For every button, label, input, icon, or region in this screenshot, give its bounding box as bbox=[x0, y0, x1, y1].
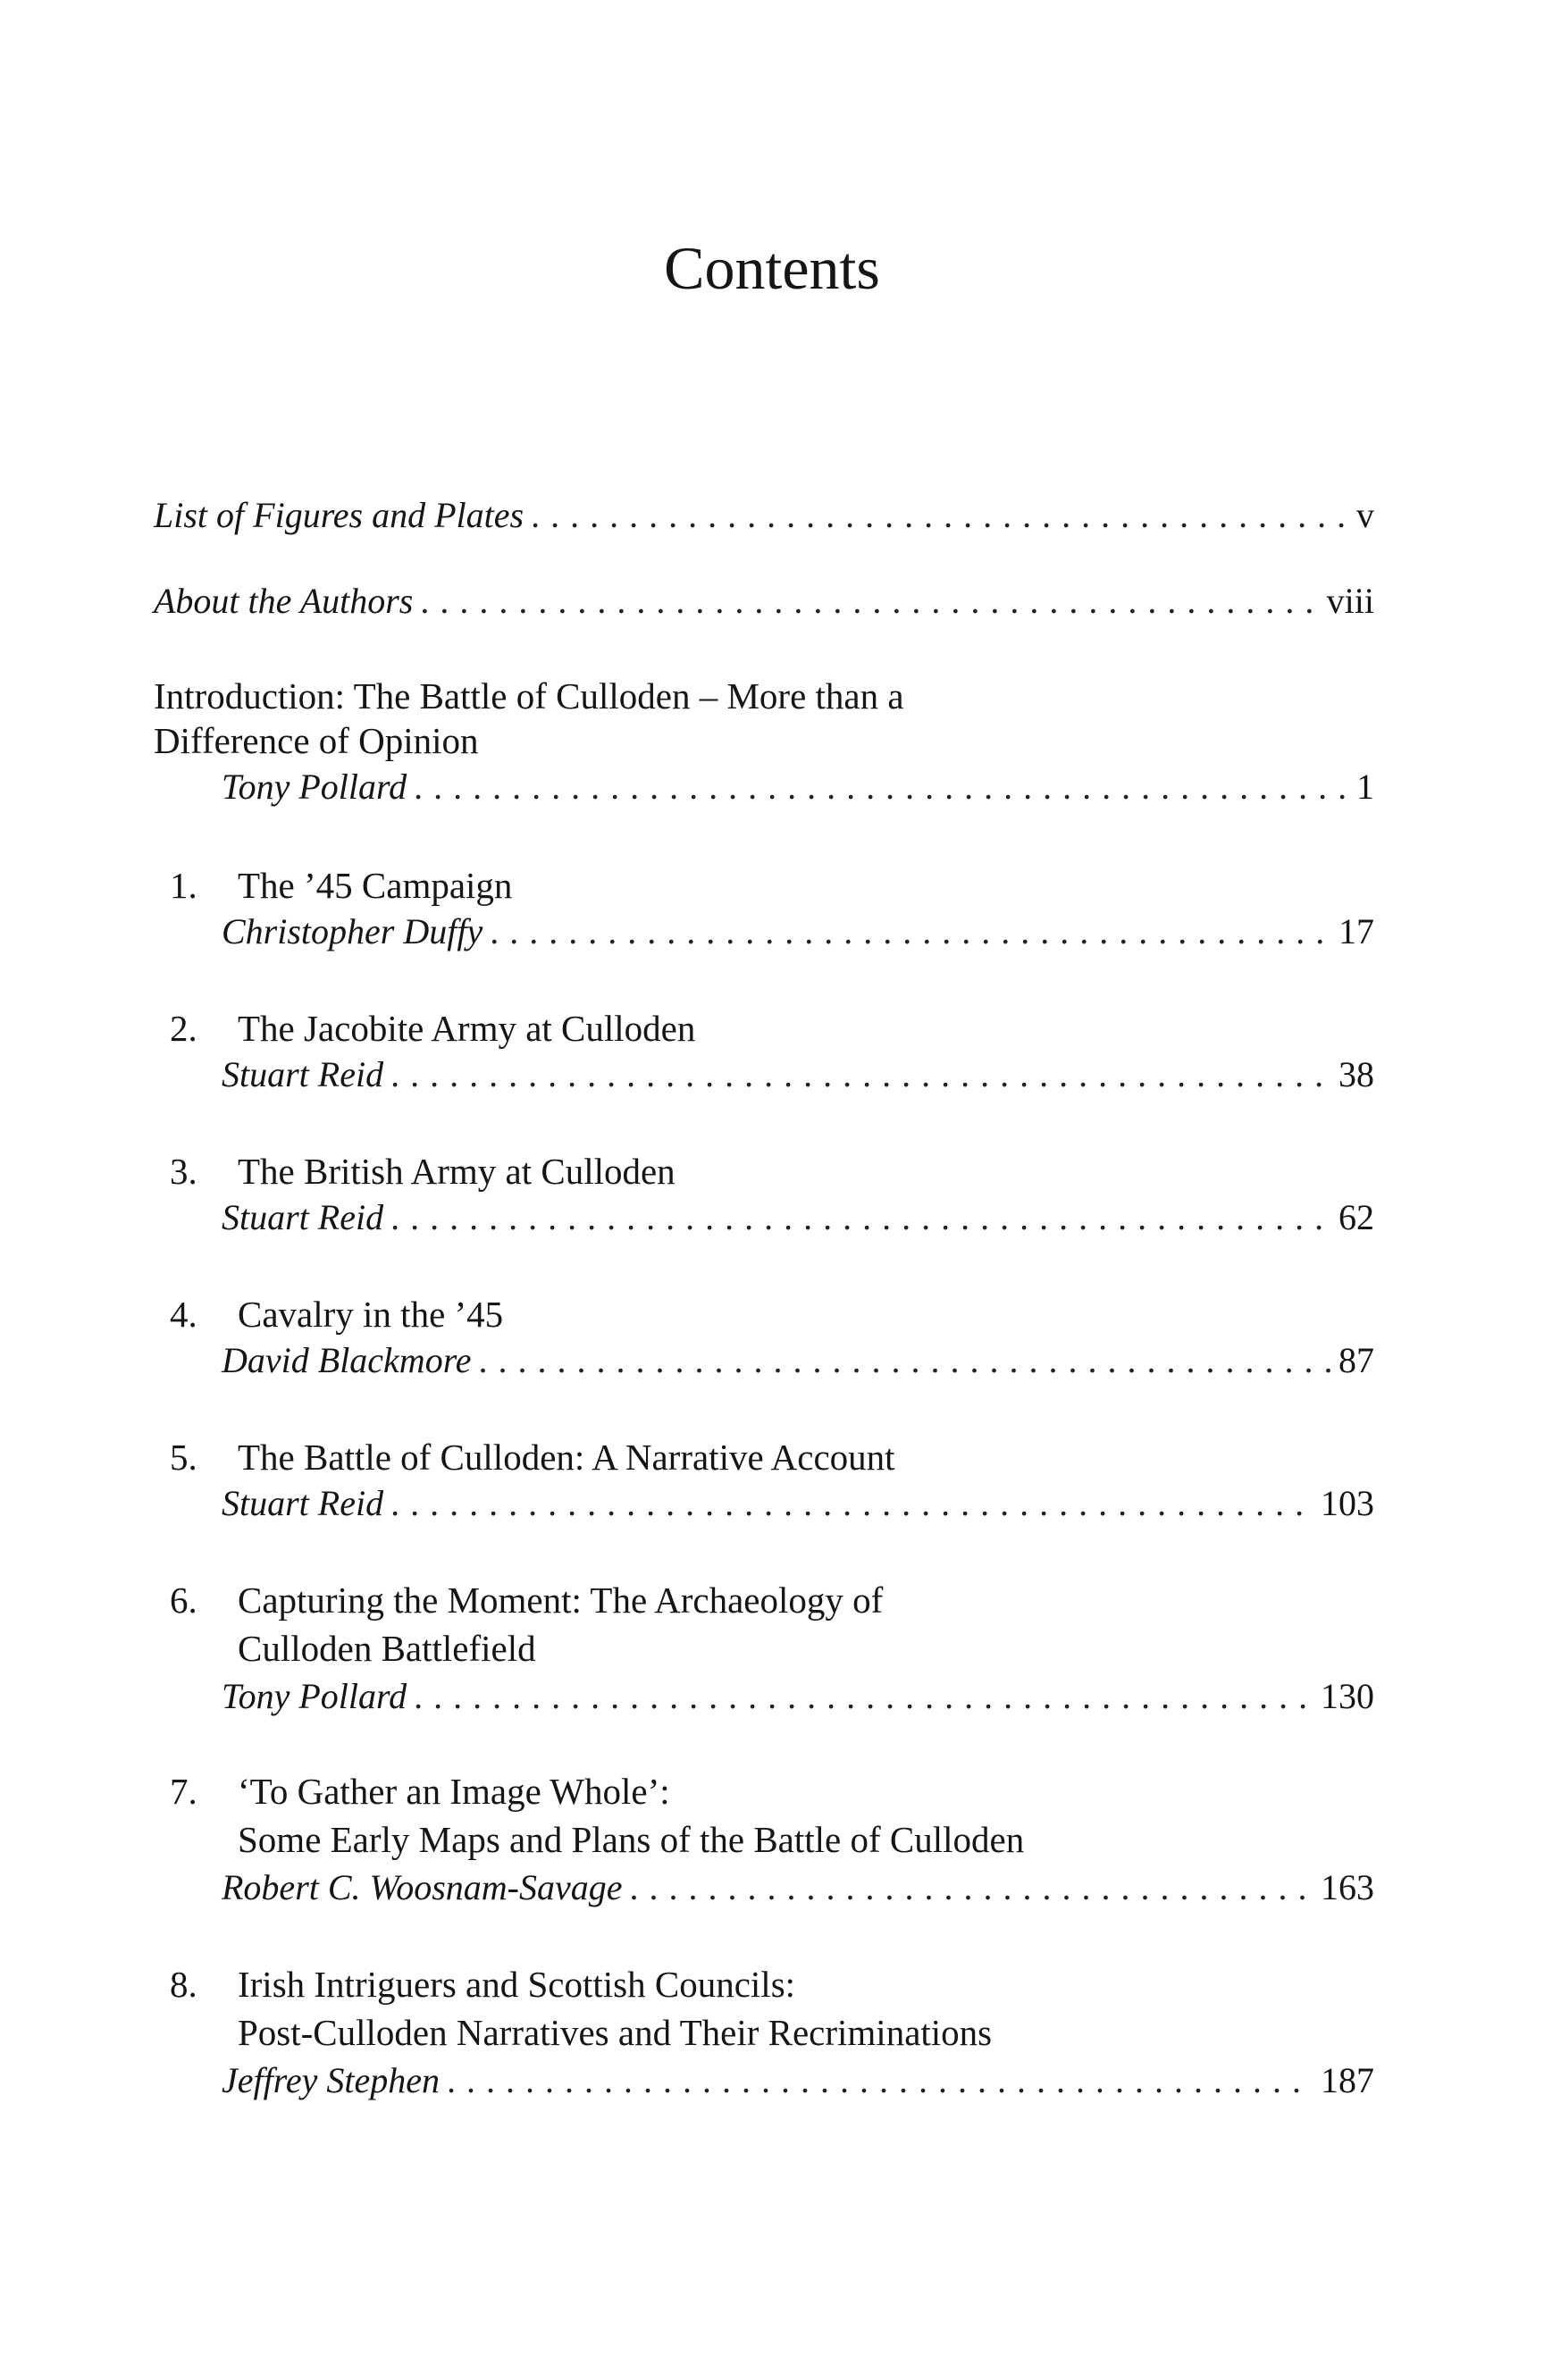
chapter-number: 3. bbox=[170, 1151, 197, 1192]
chapter-title-text: The Jacobite Army at Culloden bbox=[238, 1008, 696, 1049]
dot-leader bbox=[390, 1479, 1313, 1528]
page-title: Contents bbox=[664, 234, 880, 302]
entry-page: viii bbox=[1326, 581, 1374, 621]
entry-page: 62 bbox=[1338, 1197, 1374, 1237]
chapter-title-text: ‘To Gather an Image Whole’: bbox=[238, 1771, 670, 1812]
chapter-title-text: The British Army at Culloden bbox=[238, 1151, 676, 1192]
chapter-4-title[interactable] bbox=[170, 1290, 1390, 1338]
entry-page: 103 bbox=[1321, 1483, 1374, 1523]
dot-leader bbox=[414, 1672, 1313, 1721]
chapter-3-author-row bbox=[222, 1194, 1374, 1242]
intro-title-line-1[interactable]: Introduction: The Battle of Culloden – More than a bbox=[154, 675, 904, 717]
intro-author-row bbox=[222, 763, 1374, 811]
chapter-title-text: Post-Culloden Narratives and Their Recriminations bbox=[238, 2012, 993, 2053]
chapter-title-text: Some Early Maps and Plans of the Battle of Culloden bbox=[238, 1819, 1025, 1860]
entry-author: David Blackmore bbox=[222, 1340, 472, 1380]
chapter-title-text: Cavalry in the ’45 bbox=[238, 1294, 504, 1335]
chapter-5-author-row bbox=[222, 1479, 1374, 1528]
entry-page: 1 bbox=[1356, 767, 1374, 807]
chapter-1-title[interactable] bbox=[170, 861, 1390, 909]
dot-leader bbox=[390, 1051, 1331, 1099]
chapter-title-text: The ’45 Campaign bbox=[238, 865, 513, 906]
entry-page: 87 bbox=[1338, 1340, 1374, 1380]
chapter-8-title[interactable] bbox=[170, 1960, 1390, 2008]
chapter-number: 4. bbox=[170, 1294, 197, 1335]
chapter-number: 5. bbox=[170, 1437, 197, 1478]
entry-page: 38 bbox=[1338, 1054, 1374, 1094]
entry-title: List of Figures and Plates bbox=[154, 495, 524, 535]
chapter-5-title[interactable] bbox=[170, 1433, 1390, 1481]
entry-page: 163 bbox=[1321, 1867, 1374, 1907]
intro-title-line-2[interactable]: Difference of Opinion bbox=[154, 720, 479, 761]
chapter-1-author-row bbox=[222, 908, 1374, 956]
dot-leader bbox=[414, 763, 1349, 811]
chapter-number: 6. bbox=[170, 1580, 197, 1621]
dot-leader bbox=[479, 1337, 1331, 1385]
dot-leader bbox=[531, 491, 1349, 540]
chapter-title-text: Culloden Battlefield bbox=[238, 1628, 536, 1669]
dot-leader bbox=[447, 2057, 1313, 2105]
chapter-number: 8. bbox=[170, 1964, 197, 2005]
entry-page: 130 bbox=[1321, 1676, 1374, 1716]
entry-page: 17 bbox=[1338, 911, 1374, 951]
dot-leader bbox=[629, 1864, 1313, 1912]
dot-leader bbox=[420, 577, 1319, 625]
chapter-7-author-row bbox=[222, 1864, 1374, 1912]
toc-entry-list-of-figures[interactable] bbox=[154, 491, 1374, 540]
chapter-number: 2. bbox=[170, 1008, 197, 1049]
chapter-7-title-line-2[interactable] bbox=[170, 1815, 1390, 1864]
entry-author: Stuart Reid bbox=[222, 1197, 384, 1237]
entry-author: Tony Pollard bbox=[222, 767, 407, 807]
chapter-title-text: The Battle of Culloden: A Narrative Account bbox=[238, 1437, 895, 1478]
chapter-6-title-line-2[interactable] bbox=[170, 1624, 1390, 1672]
chapter-6-author-row bbox=[222, 1672, 1374, 1721]
toc-entry-about-the-authors[interactable] bbox=[154, 577, 1374, 625]
chapter-7-title[interactable] bbox=[170, 1767, 1390, 1815]
entry-page: v bbox=[1356, 495, 1374, 535]
chapter-number: 7. bbox=[170, 1771, 197, 1812]
chapter-6-title[interactable] bbox=[170, 1576, 1390, 1624]
chapter-title-text: Capturing the Moment: The Archaeology of bbox=[238, 1580, 884, 1621]
chapter-title-text: Irish Intriguers and Scottish Councils: bbox=[238, 1964, 796, 2005]
chapter-8-author-row bbox=[222, 2057, 1374, 2105]
chapter-4-author-row bbox=[222, 1337, 1374, 1385]
dot-leader bbox=[490, 908, 1331, 956]
entry-author: Jeffrey Stephen bbox=[222, 2060, 440, 2100]
entry-page: 187 bbox=[1321, 2060, 1374, 2100]
entry-author: Christopher Duffy bbox=[222, 911, 483, 951]
chapter-2-title[interactable] bbox=[170, 1004, 1390, 1052]
chapter-8-title-line-2[interactable] bbox=[170, 2008, 1390, 2057]
entry-author: Tony Pollard bbox=[222, 1676, 407, 1716]
entry-author: Robert C. Woosnam-Savage bbox=[222, 1867, 623, 1907]
dot-leader bbox=[390, 1194, 1331, 1242]
entry-author: Stuart Reid bbox=[222, 1483, 384, 1523]
entry-title: About the Authors bbox=[154, 581, 414, 621]
chapter-2-author-row bbox=[222, 1051, 1374, 1099]
chapter-3-title[interactable] bbox=[170, 1147, 1390, 1195]
chapter-number: 1. bbox=[170, 865, 197, 906]
entry-author: Stuart Reid bbox=[222, 1054, 384, 1094]
